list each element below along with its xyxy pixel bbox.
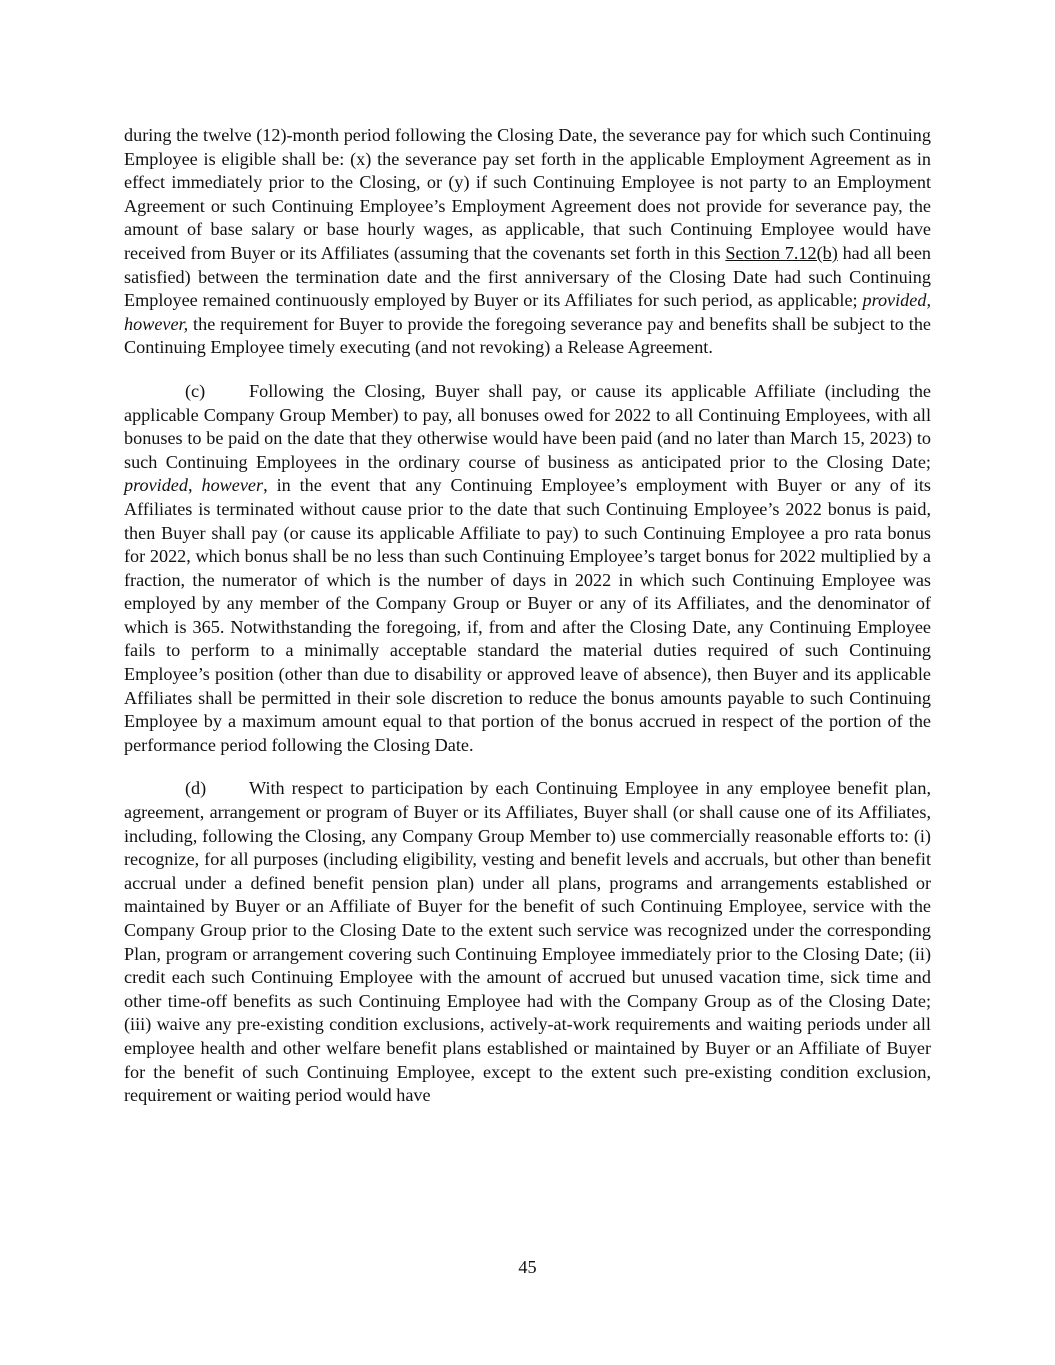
proviso-italic: however [201, 475, 264, 496]
document-page [124, 124, 931, 1128]
proviso-italic: provided, however, [124, 290, 931, 334]
paragraph-b-continuation [124, 124, 931, 360]
paragraph-number: (c) [185, 380, 206, 401]
paragraph-text: Following the Closing, Buyer shall pay, or cause its applicable Affiliate (including the applicable Company Group Member) to pay, all bonuses owed for 2022 to all Continuing Employees, with all bonuses to be paid on the date that they otherwise would have been paid (and no later than March 15, 2023) to such Continuing Employees in the ordinary course of business as anticipated prior to the Closing Date; [124, 380, 931, 472]
page-number: 45 [518, 1257, 537, 1277]
section-reference: Section 7.12(b) [725, 242, 838, 263]
paragraph-c [124, 380, 931, 758]
paragraph-text: , in the event that any Continuing Employee’s employment with Buyer or any of its Affiliates is terminated without cause prior to the date that such Continuing Employee’s 2022 bonus is paid, then Buyer shall pay (or cause its applicable Affiliate to pay) to such Continuing Employee a pro rata bonus for 2022, which bonus shall be no less than such Continuing Employee’s target bonus for 2022 multiplied by a fraction, the numerator of which is the number of days in 2022 in which such Continuing Employee was employed by any member of the Company Group or Buyer or any of its Affiliates, and the denominator of which is 365. Notwithstanding the foregoing, if, from and after the Closing Date, any Continuing Employee fails to perform to a minimally acceptable standard the material duties required of such Continuing Employee’s position (other than due to disability or approved leave of absence), then Buyer and its applicable Affiliates shall be permitted in their sole discretion to reduce the bonus amounts payable to such Continuing Employee by a maximum amount equal to that portion of the bonus accrued in respect of the portion of the performance period following the Closing Date. [124, 475, 932, 755]
paragraph-text: , [187, 475, 202, 496]
paragraph-text: during the twelve (12)-month period following the Closing Date, the severance pay for which such Continuing Employee is eligible shall be: (x) the severance pay set forth in the applicable Employment Agreement as in effect immediately prior to the Closing, or (y) if such Continuing Employee is not party to an Employment Agreement or such Continuing Employee’s Employment Agreement does not provide for severance pay, the amount of base salary or base hourly wages, as applicable, that such Continuing Employee would have received from Buyer or its Affiliates (assuming that the covenants set forth in this [124, 125, 931, 263]
paragraph-text: With respect to participation by each Continuing Employee in any employee benefit plan, agreement, arrangement or program of Buyer or its Affiliates, Buyer shall (or shall cause one of its Affiliates, including, following the Closing, any Company Group Member to) use commercially reasonable efforts to: (i) recognize, for all purposes (including eligibility, vesting and benefit levels and accruals, but other than benefit accrual under a defined benefit pension plan) under all plans, programs and arrangements established or maintained by Buyer or an Affiliate of Buyer for the benefit of such Continuing Employee, service with the Company Group prior to the Closing Date to the extent such service was recognized under the corresponding Plan, program or arrangement covering such Continuing Employee immediately prior to the Closing Date; (ii) credit each such Continuing Employee with the amount of accrued but unused vacation time, sick time and other time-off benefits as such Continuing Employee had with the Company Group as of the Closing Date; (iii) waive any pre-existing condition exclusions, actively-at-work requirements and waiting periods under all employee health and other welfare benefit plans established or maintained by Buyer or an Affiliate of Buyer for the benefit of such Continuing Employee, except to the extent such pre-existing condition exclusion, requirement or waiting period would have [124, 778, 931, 1106]
proviso-italic: provided [124, 475, 188, 496]
paragraph-text: the requirement for Buyer to provide the foregoing severance pay and benefits shall be subject to the Continuing Employee timely executing (and not revoking) a Release Agreement. [124, 313, 931, 358]
paragraph-d [124, 777, 931, 1107]
paragraph-number: (d) [185, 778, 207, 799]
paragraph-text: had all been satisfied) between the termination date and the first anniversary of the Closing Date had such Continuing Employee remained continuously employed by Buyer or its Affiliates for such period, as applicable; [124, 242, 931, 311]
